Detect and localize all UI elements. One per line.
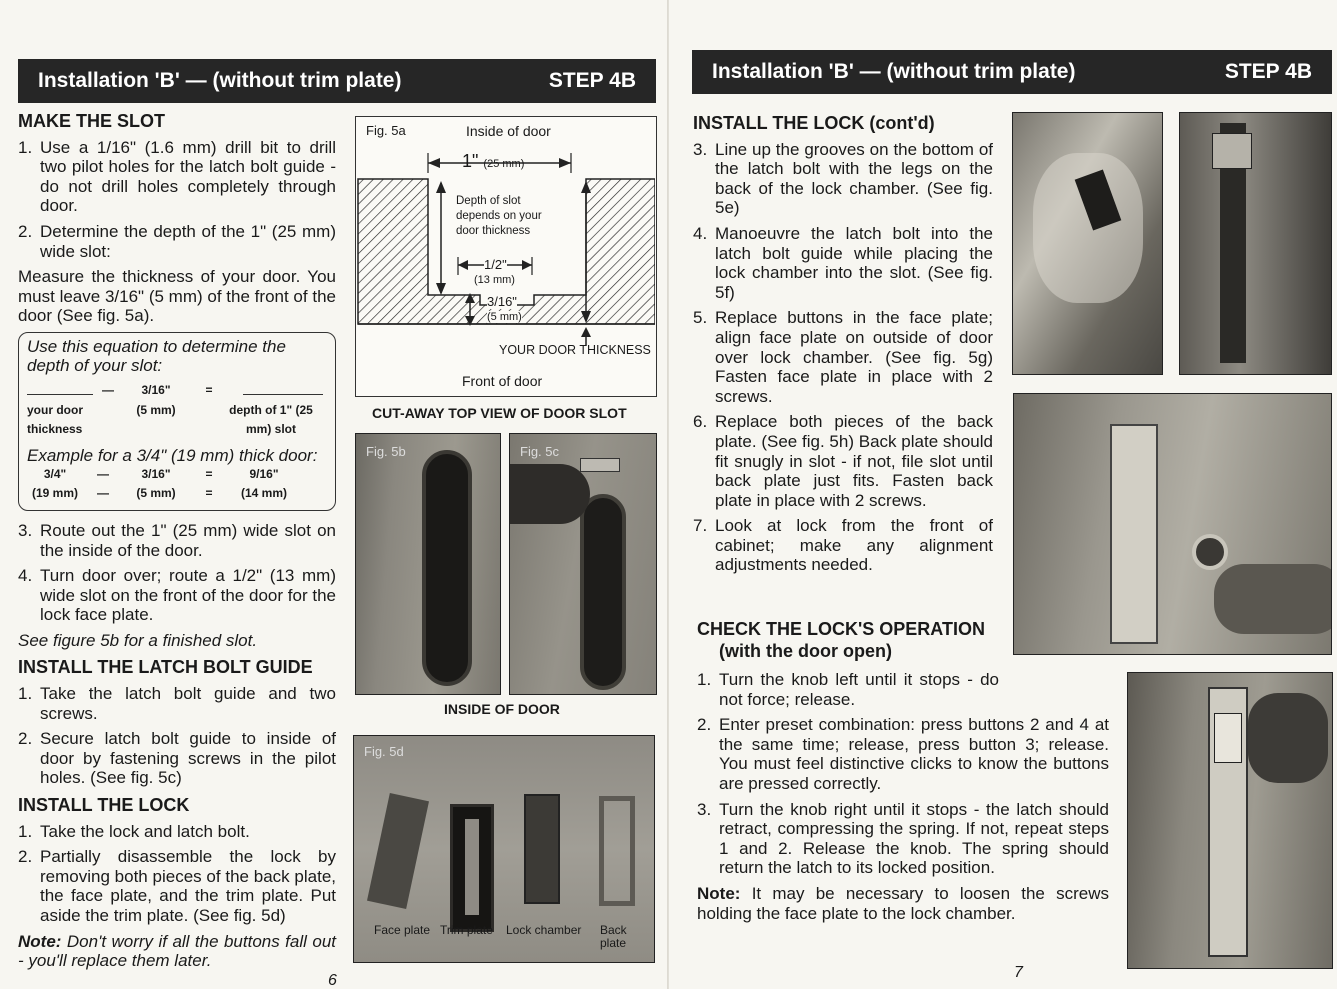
fig-5h-photo — [1127, 672, 1333, 969]
inside-of-door-label: Inside of door — [466, 123, 551, 139]
list-item: 1. Turn the knob left until it stops - do not force; release. — [697, 670, 999, 709]
fig-5e-photo — [1012, 112, 1163, 375]
install-lock-heading: INSTALL THE LOCK — [18, 795, 190, 816]
install-lock-list — [18, 822, 336, 926]
right-banner — [692, 50, 1332, 94]
label-thickness: your door thickness — [27, 402, 83, 437]
example-intro: Example for a 3/4" (19 mm) thick door: — [27, 445, 318, 465]
fig-5g-photo — [1013, 393, 1332, 655]
list-item: 1. Use a 1/16" (1.6 mm) drill bit to drill two pilot holes for the latch bolt guide - do not drill holes completely through door. — [18, 137, 336, 216]
check-heading-block — [697, 612, 999, 667]
note-text: Don't worry if all the buttons fall out - you'll replace them later. — [18, 931, 336, 971]
fig-5d-label: Fig. 5d — [364, 744, 404, 759]
list-item: 5. Replace buttons in the face plate; align face plate on outside of door over lock chamber. (See fig. 5g) Fasten face plate in place with 2 screws. — [693, 308, 993, 406]
back-plate-label: Back plate — [600, 923, 627, 950]
measure-text: Measure the thickness of your door. You must leave 3/16" (5 mm) of the front of the door (See fig. 5a). — [18, 267, 336, 326]
list-item: 4. Turn door over; route a 1/2" (13 mm) wide slot on the front of the door for the lock face plate. — [18, 566, 336, 625]
list-item: 3. Route out the 1" (25 mm) wide slot on the inside of the door. — [18, 520, 336, 560]
left-note — [18, 932, 336, 971]
check-heading: CHECK THE LOCK'S OPERATION — [697, 619, 985, 639]
half-inch-dimension: 1/2" — [484, 257, 507, 272]
fig-5c-label: Fig. 5c — [520, 444, 560, 459]
list-item: 2. Enter preset combination: press buttons 2 and 4 at the same time; release, press button 3; release. You must feel distinctive clicks to know the buttons are pressed correctly. — [697, 715, 1109, 793]
fig-5c-photo — [509, 433, 657, 695]
left-text-column — [18, 104, 336, 977]
label-depth: depth of 1" (25 mm) slot — [229, 402, 313, 437]
check-subheading: (with the door open) — [719, 640, 892, 661]
latch-guide-list — [18, 684, 336, 788]
list-item: 3. Turn the knob right until it stops - the latch should retract, compressing the spring. If not, repeat steps 1 and 2. Release the knob. The spring should return the latch to its locked position. — [697, 799, 1109, 878]
width-dimension: 1" (25 mm) — [462, 151, 525, 171]
latch-guide-heading: INSTALL THE LATCH BOLT GUIDE — [18, 657, 313, 678]
half-inch-mm: (13 mm) — [474, 274, 515, 286]
fig-5a-label: Fig. 5a — [366, 123, 406, 138]
check-list — [697, 670, 1109, 878]
make-slot-heading: MAKE THE SLOT — [18, 111, 165, 131]
equation-row: — 3/16" = — [27, 381, 327, 401]
list-item: 1. Take the lock and latch bolt. — [18, 821, 250, 841]
equation-box — [18, 332, 336, 511]
lock-chamber-label: Lock chamber — [506, 923, 582, 937]
right-banner-title: Installation 'B' — (without trim plate) — [712, 60, 1076, 83]
front-of-door-label: Front of door — [462, 373, 543, 389]
list-item: 4. Manoeuvre the latch bolt into the latch bolt guide while placing the lock chamber into the slot. (See fig. 5f) — [693, 223, 993, 302]
make-slot-list — [18, 138, 336, 262]
fig-5a-caption: CUT-AWAY TOP VIEW OF DOOR SLOT — [372, 405, 627, 421]
list-item: 2. Determine the depth of the 1" (25 mm) wide slot: — [18, 221, 336, 261]
list-item: 2. Secure latch bolt guide to inside of door by fastening screws in the pilot holes. (See fig. 5c) — [18, 729, 336, 788]
see-figure-text: See figure 5b for a finished slot. — [18, 630, 258, 650]
three-sixteenths-mm: (5 mm) — [487, 311, 522, 323]
left-banner-title: Installation 'B' — (without trim plate) — [38, 69, 402, 92]
install-lock-cont-heading: INSTALL THE LOCK (cont'd) — [693, 113, 935, 133]
note-text: It may be necessary to loosen the screws holding the face plate to the lock chamber. — [697, 883, 1109, 923]
right-note — [697, 884, 1109, 923]
note-label: Note: — [697, 883, 741, 903]
fig-5b-label: Fig. 5b — [366, 444, 406, 459]
right-banner-step: STEP 4B — [1224, 60, 1312, 83]
left-page — [0, 0, 668, 989]
fig-5b-photo — [355, 433, 501, 695]
equation-labels: your door thickness (5 mm) depth of 1" (25 mm) slot — [27, 401, 327, 440]
left-banner-step: STEP 4B — [548, 69, 636, 92]
door-thickness-label: YOUR DOOR THICKNESS — [499, 343, 651, 357]
face-plate-label: Face plate — [374, 923, 431, 937]
example-row-mm: (19 mm) — (5 mm) = (14 mm) — [31, 486, 287, 501]
equation-intro: Use this equation to determine the depth of your slot: — [27, 336, 286, 375]
list-item: 3. Line up the grooves on the bottom of the latch bolt with the legs on the back of the lock chamber. (See fig. 5e) — [693, 139, 993, 218]
fig-5a-diagram — [355, 116, 657, 397]
list-item: 1. Take the latch bolt guide and two screws. — [18, 684, 336, 723]
depth-note: Depth of slot depends on your door thickness — [456, 195, 542, 237]
list-item: 6. Replace both pieces of the back plate. (See fig. 5h) Back plate should fit snugly in slot - if not, file slot until back plate just fits. Fasten back plate in place with 2 screws. — [693, 412, 993, 510]
fig-5d-photo — [353, 735, 655, 963]
page-number: 7 — [1014, 964, 1023, 981]
example-row: 3/4" — 3/16" = 9/16" — [43, 466, 279, 481]
route-list — [18, 521, 336, 625]
list-item: 7. Look at lock from the front of cabinet; make any alignment adjustments needed. — [693, 516, 993, 575]
inside-of-door-caption: INSIDE OF DOOR — [444, 701, 560, 717]
right-page — [668, 0, 1337, 989]
left-banner — [18, 59, 656, 103]
check-list-column — [697, 670, 1109, 929]
note-label: Note: — [18, 931, 62, 951]
trim-plate-label: Trim plate — [440, 923, 493, 937]
page-number: 6 — [328, 972, 337, 989]
install-lock-cont-list — [693, 140, 993, 575]
list-item: 2. Partially disassemble the lock by removing both pieces of the back plate, the face plate, and the trim plate. Put aside the trim plate. (See fig. 5d) — [18, 847, 336, 925]
fig-5f-photo — [1179, 112, 1332, 375]
three-sixteenths-dimension: 3/16" — [487, 294, 517, 309]
install-lock-cont-column — [693, 106, 993, 581]
